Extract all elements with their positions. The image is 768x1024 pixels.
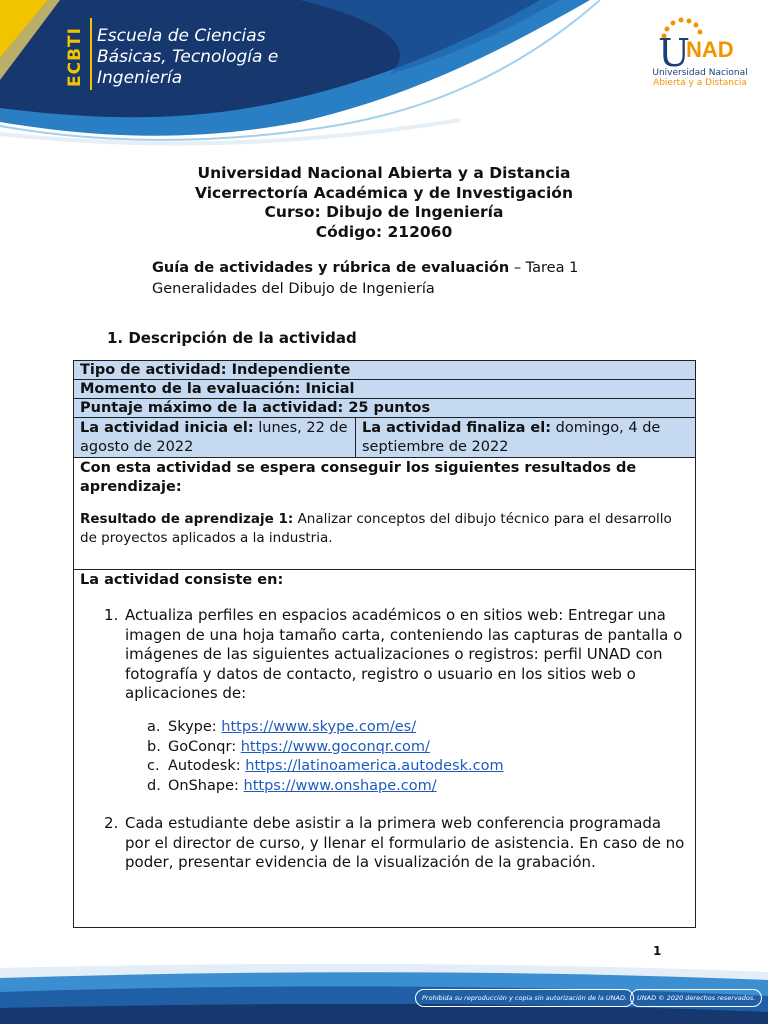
ecbti-divider <box>90 18 92 90</box>
subitem-letter: c. <box>147 758 160 774</box>
activity-description-heading: La actividad consiste en: <box>80 572 284 588</box>
guide-title: Guía de actividades y rúbrica de evaluación <box>152 260 510 276</box>
learning-outcome-text: Analizar conceptos del dibujo técnico para el desarrollo de proyectos aplicados a la industria. <box>80 511 672 546</box>
ecbti-label: ECBTI <box>65 27 85 87</box>
guide-subtitle: Generalidades del Dibujo de Ingeniería <box>152 281 435 297</box>
school-line: Escuela de Ciencias <box>97 26 266 46</box>
item-text: Cada estudiante debe asistir a la primera web conferencia programada por el director de curso, y llenar el formulario de asistencia. En caso de no poder, presentar evidencia de la visualización de la grabación. <box>125 814 685 871</box>
subitem-label: Autodesk: <box>168 758 246 774</box>
guide-heading <box>152 258 578 300</box>
logo-subtitle: Abierta y a Distancia <box>653 78 747 88</box>
subitem-letter: a. <box>147 719 161 735</box>
guide-task: – Tarea 1 <box>509 260 579 276</box>
item-number: 1. <box>104 606 119 624</box>
end-date-label: La actividad finaliza el: <box>362 420 552 436</box>
title-vicerrectoria: Vicerrectoría Académica y de Investigación <box>195 183 573 202</box>
copyright-badge: UNAD © 2020 derechos reservados. <box>630 989 762 1007</box>
onshape-link[interactable]: https://www.onshape.com/ <box>243 777 437 794</box>
logo-name: Universidad Nacional <box>652 68 748 78</box>
row-max-score: Puntaje máximo de la actividad: 25 puntos <box>74 399 695 418</box>
activity-table <box>73 360 696 928</box>
subitem-onshape <box>147 777 437 797</box>
logo-u: U <box>658 31 691 75</box>
copy-notice-badge: Prohibida su reproducción y copia sin autorización de la UNAD. <box>415 989 634 1007</box>
title-university: Universidad Nacional Abierta y a Distancia <box>197 164 571 182</box>
subitem-label: GoConqr: <box>168 738 241 755</box>
subitem-letter: b. <box>147 738 161 755</box>
document-titles <box>0 164 768 242</box>
school-line: Ingeniería <box>97 68 183 88</box>
title-code: Código: 212060 <box>315 222 453 241</box>
footer-banner <box>0 962 768 1024</box>
learning-outcomes-heading: Con esta actividad se espera conseguir los siguientes resultados de aprendizaje: <box>80 460 637 495</box>
subitem-skype <box>147 718 416 738</box>
learning-outcome-1 <box>80 510 689 548</box>
item-number: 2. <box>104 814 119 832</box>
skype-link[interactable]: https://www.skype.com/es/ <box>221 719 417 735</box>
goconqr-link[interactable]: https://www.goconqr.com/ <box>240 738 430 755</box>
logo-nad: NAD <box>686 37 734 62</box>
school-name <box>97 26 278 89</box>
subitem-autodesk <box>147 757 504 777</box>
start-date-label: La actividad inicia el: <box>80 420 254 436</box>
school-line: Básicas, Tecnología e <box>97 47 279 67</box>
learning-outcomes-cell <box>74 458 695 570</box>
page-number: 1 <box>653 944 662 958</box>
end-date-value: domingo, 4 de septiembre de 2022 <box>362 420 661 455</box>
subitem-letter: d. <box>147 777 161 794</box>
header-banner <box>0 0 768 150</box>
learning-outcome-label: Resultado de aprendizaje 1: <box>80 511 294 527</box>
row-activity-type: Tipo de actividad: Independiente <box>74 361 695 380</box>
activity-description-cell <box>74 570 695 927</box>
subitem-label: Skype: <box>168 719 222 735</box>
row-dates <box>74 418 695 458</box>
section-title: 1. Descripción de la actividad <box>107 329 357 347</box>
subitem-label: OnShape: <box>168 777 244 794</box>
title-course: Curso: Dibujo de Ingeniería <box>264 203 504 221</box>
item-text: Actualiza perfiles en espacios académicos o en sitios web: Entregar una imagen de una hoja tamaño carta, conteniendo las capturas de pantalla o imágenes de las siguientes actualizaciones o registros: perfil UNAD con fotografía y datos de contacto, registro o usuario en los sitios web o aplicaciones de: <box>125 606 683 702</box>
autodesk-link[interactable]: https://latinoamerica.autodesk.com <box>245 758 504 774</box>
row-evaluation-moment: Momento de la evaluación: Inicial <box>74 380 695 399</box>
subitem-goconqr <box>147 738 430 758</box>
end-date-cell <box>356 418 695 457</box>
unad-logo <box>650 16 750 92</box>
start-date-cell <box>74 418 356 457</box>
start-date-value: lunes, 22 de agosto de 2022 <box>80 420 348 455</box>
